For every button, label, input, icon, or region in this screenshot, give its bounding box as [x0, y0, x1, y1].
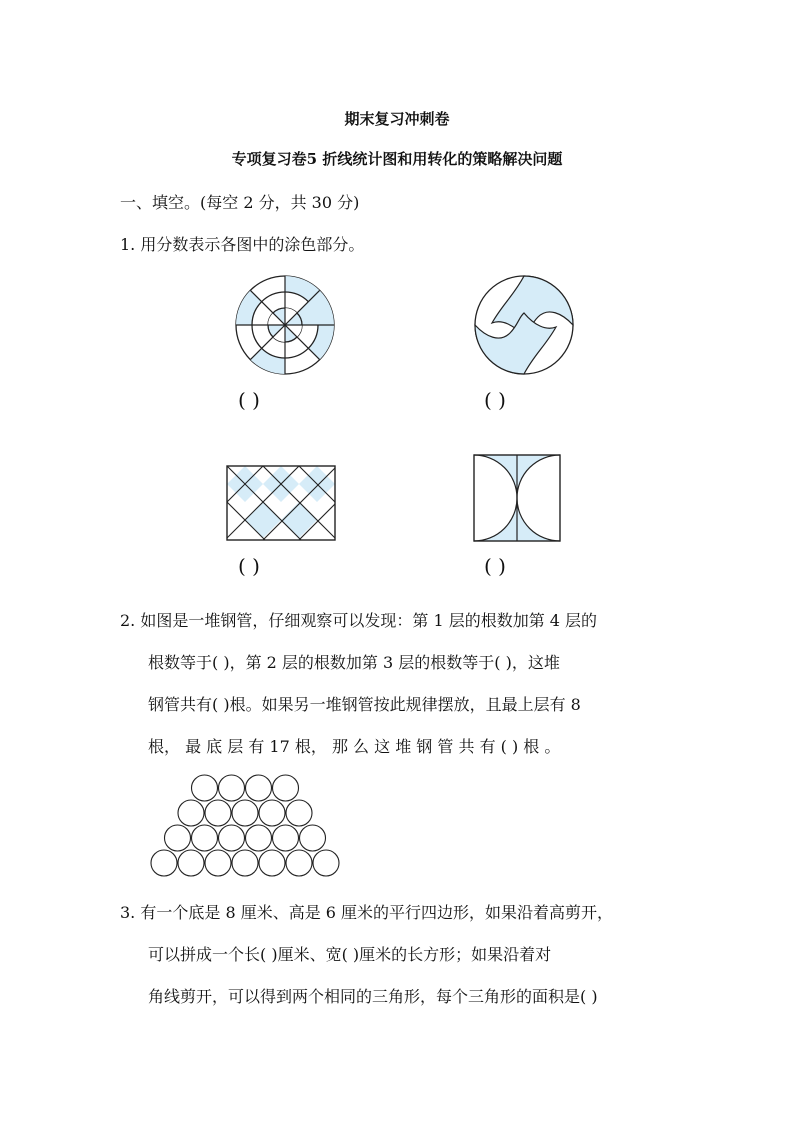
question-3-line-1: 3. 有一个底是 8 厘米、高是 6 厘米的平行四边形，如果沿着高剪开， [120, 903, 614, 922]
question-2-line-2: 根数等于( )，第 2 层的根数加第 3 层的根数等于( )，这堆 [148, 653, 560, 672]
pipe-circle [165, 825, 191, 851]
pipe-circle [273, 825, 299, 851]
pipe-circle [286, 800, 312, 826]
pipe-circle [219, 825, 245, 851]
question-1-text: 1. 用分数表示各图中的涂色部分。 [120, 235, 365, 254]
page-subtitle: 专项复习卷5 折线统计图和用转化的策略解决问题 [231, 150, 563, 168]
pipe-circle [205, 850, 231, 876]
answer-blank-fig2[interactable]: ( ) [484, 388, 506, 412]
pipe-circle [178, 850, 204, 876]
answer-blank-fig4[interactable]: ( ) [484, 554, 506, 578]
pipe-circle [300, 825, 326, 851]
pipe-circle [192, 775, 218, 801]
pipe-circle [192, 825, 218, 851]
question-2-line-3: 钢管共有( )根。如果另一堆钢管按此规律摆放，且最上层有 8 [148, 695, 581, 714]
question-3-line-2: 可以拼成一个长( )厘米、宽( )厘米的长方形；如果沿着对 [148, 945, 552, 964]
figure-circle-rings [235, 275, 335, 375]
pipe-circle [246, 775, 272, 801]
pipe-circle [286, 850, 312, 876]
pipe-circle [246, 825, 272, 851]
pipe-circle [232, 800, 258, 826]
pipe-circle [205, 800, 231, 826]
page-title: 期末复习冲刺卷 [344, 110, 450, 128]
answer-blank-fig1[interactable]: ( ) [238, 388, 260, 412]
question-3-line-3: 角线剪开，可以得到两个相同的三角形，每个三角形的面积是( ) [148, 987, 598, 1006]
figure-rectangle-grid [227, 466, 335, 540]
pipe-circle [259, 800, 285, 826]
figure-square-arcs [474, 455, 560, 541]
pipe-circle [259, 850, 285, 876]
answer-blank-fig3[interactable]: ( ) [238, 554, 260, 578]
pipe-circle [273, 775, 299, 801]
pipe-circle [178, 800, 204, 826]
pipe-circle [313, 850, 339, 876]
figure-pipe-stack [148, 772, 378, 882]
pipe-circle [151, 850, 177, 876]
pipe-circle [219, 775, 245, 801]
figure-circle-swirl [474, 275, 574, 375]
question-2-line-1: 2. 如图是一堆钢管，仔细观察可以发现：第 1 层的根数加第 4 层的 [120, 611, 598, 630]
section-heading: 一、填空。(每空 2 分，共 30 分) [120, 193, 360, 212]
pipe-circle [232, 850, 258, 876]
question-2-line-4: 根， 最 底 层 有 17 根， 那 么 这 堆 钢 管 共 有 ( ) 根 。 [148, 737, 561, 756]
